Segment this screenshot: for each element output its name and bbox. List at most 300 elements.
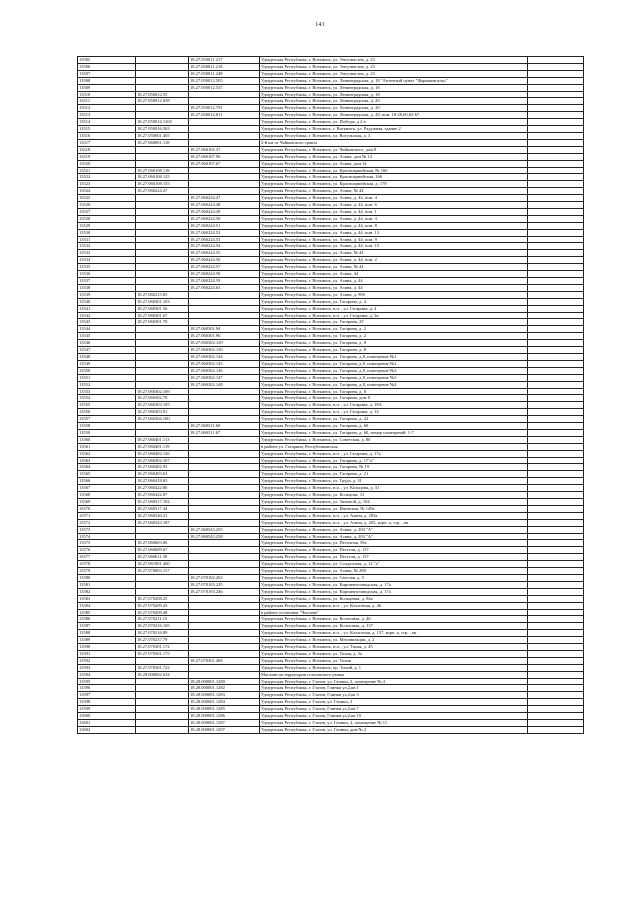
table-row bbox=[78, 284, 584, 291]
table-row bbox=[78, 215, 584, 222]
address-cell: в районе ул. Гагарина, Республиканская bbox=[260, 443, 528, 450]
table-row bbox=[78, 160, 584, 167]
object-code-cell bbox=[136, 153, 189, 160]
row-number-cell: 13596 bbox=[78, 685, 136, 692]
table-row bbox=[78, 278, 584, 285]
address-cell: Удмуртская Республика, г. Воткинск, ул. Азина, д. 44, пом. 15 bbox=[260, 243, 528, 250]
table-row bbox=[78, 112, 584, 119]
object-code-cell bbox=[136, 429, 189, 436]
subobject-code-cell bbox=[189, 519, 260, 526]
row-number-cell: 13519 bbox=[78, 153, 136, 160]
row-number-cell: 13522 bbox=[78, 174, 136, 181]
address-cell: Удмуртская Республика, г. Воткинск, ул. Азина, д. 203 "А" bbox=[260, 526, 528, 533]
address-cell: Удмуртская Республика, г. Глазов, Глинки ул,2,кв 3 bbox=[260, 692, 528, 699]
subobject-code-cell: 18.27.060224.59 bbox=[189, 278, 260, 285]
address-cell: Удмуртская Республика, г. Воткинск, г. Воткинск, ул. Радужная, здание 2 bbox=[260, 126, 528, 133]
table-row bbox=[78, 644, 584, 651]
object-code-cell: 18.27.060108.125 bbox=[136, 174, 189, 181]
subobject-code-cell: 18.27.050011.218 bbox=[189, 63, 260, 70]
table-row bbox=[78, 602, 584, 609]
row-number-cell: 13579 bbox=[78, 568, 136, 575]
note-cell bbox=[528, 298, 584, 305]
subobject-code-cell bbox=[189, 450, 260, 457]
subobject-code-cell bbox=[189, 174, 260, 181]
subobject-code-cell bbox=[189, 512, 260, 519]
row-number-cell: 13595 bbox=[78, 678, 136, 685]
row-number-cell: 13591 bbox=[78, 650, 136, 657]
object-code-cell: 18.27.070003.157 bbox=[136, 568, 189, 575]
note-cell bbox=[528, 395, 584, 402]
object-code-cell: 18.27.070237.79 bbox=[136, 637, 189, 644]
object-code-cell bbox=[136, 326, 189, 333]
address-cell: Удмуртская Республика, г. Воткинск, ул. Гагарина, № 19 bbox=[260, 464, 528, 471]
note-cell bbox=[528, 692, 584, 699]
row-number-cell: 13507 bbox=[78, 70, 136, 77]
note-cell bbox=[528, 347, 584, 354]
row-number-cell: 13561 bbox=[78, 443, 136, 450]
table-row bbox=[78, 423, 584, 430]
row-number-cell: 13526 bbox=[78, 202, 136, 209]
row-number-cell: 13542 bbox=[78, 312, 136, 319]
note-cell bbox=[528, 84, 584, 91]
object-code-cell: 18.27.060302.78 bbox=[136, 395, 189, 402]
object-code-cell bbox=[136, 588, 189, 595]
object-code-cell: 18.27.070301.722 bbox=[136, 664, 189, 671]
note-cell bbox=[528, 153, 584, 160]
object-code-cell: 18.27.060301.70 bbox=[136, 319, 189, 326]
object-code-cell bbox=[136, 353, 189, 360]
row-number-cell: 13564 bbox=[78, 464, 136, 471]
row-number-cell: 13512 bbox=[78, 105, 136, 112]
note-cell bbox=[528, 264, 584, 271]
address-cell: Удмуртская Республика, г. Воткинск, ул. Ленинградская, д. 20 bbox=[260, 105, 528, 112]
address-cell: 2-й км от Чайковского тракта bbox=[260, 139, 528, 146]
note-cell bbox=[528, 644, 584, 651]
table-row bbox=[78, 236, 584, 243]
table-row bbox=[78, 416, 584, 423]
table-row bbox=[78, 526, 584, 533]
object-code-cell bbox=[136, 347, 189, 354]
row-number-cell: 13547 bbox=[78, 347, 136, 354]
row-number-cell: 13529 bbox=[78, 222, 136, 229]
object-code-cell bbox=[136, 202, 189, 209]
table-row bbox=[78, 360, 584, 367]
object-code-cell bbox=[136, 222, 189, 229]
note-cell bbox=[528, 119, 584, 126]
object-code-cell bbox=[136, 70, 189, 77]
table-row bbox=[78, 581, 584, 588]
subobject-code-cell: 18.27.060224.54 bbox=[189, 243, 260, 250]
note-cell bbox=[528, 623, 584, 630]
subobject-code-cell bbox=[189, 561, 260, 568]
row-number-cell: 13558 bbox=[78, 423, 136, 430]
address-cell: Удмуртская Республика, г. Воткинск, ул. Азина, д. 90б bbox=[260, 291, 528, 298]
address-cell: Удмуртская Республика, г. Воткинск, ул. Азина, д. 203 "А" bbox=[260, 533, 528, 540]
address-cell: Удмуртская Республика, г. Воткинск, н.п. , ул. Гагарина, д. 4 bbox=[260, 305, 528, 312]
address-cell: Удмуртская Республика, г. Воткинск, ул. Азина, д. 44, пом. 3 bbox=[260, 215, 528, 222]
subobject-code-cell: 18.27.060301.94 bbox=[189, 326, 260, 333]
subobject-code-cell: 18.27.060224.47 bbox=[189, 195, 260, 202]
table-row bbox=[78, 243, 584, 250]
subobject-code-cell bbox=[189, 298, 260, 305]
note-cell bbox=[528, 222, 584, 229]
note-cell bbox=[528, 630, 584, 637]
row-number-cell: 13515 bbox=[78, 126, 136, 133]
table-row bbox=[78, 678, 584, 685]
subobject-code-cell bbox=[189, 485, 260, 492]
table-row bbox=[78, 257, 584, 264]
note-cell bbox=[528, 726, 584, 733]
row-number-cell: 13516 bbox=[78, 132, 136, 139]
row-number-cell: 13600 bbox=[78, 713, 136, 720]
object-code-cell bbox=[136, 333, 189, 340]
address-cell: Удмуртская Республика, г. Воткинск, ул. Азина, д. 44, пом. 13 bbox=[260, 229, 528, 236]
table-row bbox=[78, 298, 584, 305]
row-number-cell: 13539 bbox=[78, 291, 136, 298]
object-code-cell: 18.27.060304.100 bbox=[136, 416, 189, 423]
table-row bbox=[78, 706, 584, 713]
table-row bbox=[78, 464, 584, 471]
subobject-code-cell bbox=[189, 630, 260, 637]
row-number-cell: 13573 bbox=[78, 526, 136, 533]
row-number-cell: 13574 bbox=[78, 533, 136, 540]
note-cell bbox=[528, 139, 584, 146]
address-cell: Удмуртская Республика, г. Воткинск, ул. Тихая, д. 3а bbox=[260, 650, 528, 657]
address-cell: Удмуртская Республика, г. Воткинск, ул. Гагарина, д. 60 bbox=[260, 423, 528, 430]
note-cell bbox=[528, 664, 584, 671]
note-cell bbox=[528, 602, 584, 609]
note-cell bbox=[528, 105, 584, 112]
subobject-code-cell: 18.27.070103.245 bbox=[189, 581, 260, 588]
table-row bbox=[78, 395, 584, 402]
note-cell bbox=[528, 478, 584, 485]
address-cell: Удмуртская Республика, г. Воткинск, ул. Кольцевая, д. 84а bbox=[260, 595, 528, 602]
table-row bbox=[78, 519, 584, 526]
row-number-cell: 13513 bbox=[78, 112, 136, 119]
note-cell bbox=[528, 70, 584, 77]
row-number-cell: 13549 bbox=[78, 360, 136, 367]
row-number-cell: 13525 bbox=[78, 195, 136, 202]
row-number-cell: 13584 bbox=[78, 602, 136, 609]
address-cell: Удмуртская Республика, г. Глазов, Глинки ул,2,кв 7 bbox=[260, 706, 528, 713]
note-cell bbox=[528, 457, 584, 464]
note-cell bbox=[528, 367, 584, 374]
subobject-code-cell bbox=[189, 436, 260, 443]
row-number-cell: 13602 bbox=[78, 726, 136, 733]
row-number-cell: 13535 bbox=[78, 264, 136, 271]
subobject-code-cell: 18.27.050012.811 bbox=[189, 112, 260, 119]
subobject-code-cell bbox=[189, 602, 260, 609]
row-number-cell: 13586 bbox=[78, 616, 136, 623]
note-cell bbox=[528, 319, 584, 326]
object-code-cell: 18.27.060401.119 bbox=[136, 443, 189, 450]
table-row bbox=[78, 402, 584, 409]
table-row bbox=[78, 540, 584, 547]
table-row bbox=[78, 388, 584, 395]
address-cell: Удмуртская Республика, г. Воткинск, н.п. , ул. Гагарина, д. 14 bbox=[260, 409, 528, 416]
note-cell bbox=[528, 132, 584, 139]
row-number-cell: 13588 bbox=[78, 630, 136, 637]
subobject-code-cell bbox=[189, 167, 260, 174]
address-cell: Удмуртская Республика, г. Воткинск, ул. Энтузиастов, д. 23 bbox=[260, 70, 528, 77]
row-number-cell: 13538 bbox=[78, 284, 136, 291]
object-code-cell bbox=[136, 208, 189, 215]
subobject-code-cell bbox=[189, 609, 260, 616]
note-cell bbox=[528, 174, 584, 181]
subobject-code-cell bbox=[189, 637, 260, 644]
row-number-cell: 13593 bbox=[78, 664, 136, 671]
address-cell: Удмуртская Республика, г. Глазов, ул. Глинки, 2, помещение № 4 bbox=[260, 678, 528, 685]
object-code-cell bbox=[136, 257, 189, 264]
subobject-code-cell: 18.27.060224.50 bbox=[189, 215, 260, 222]
row-number-cell: 13572 bbox=[78, 519, 136, 526]
address-cell: Удмуртская Республика, г. Воткинск, ул. Азина, д. 44, пом. 2 bbox=[260, 257, 528, 264]
subobject-code-cell bbox=[189, 126, 260, 133]
object-code-cell: 18.27.050016.563 bbox=[136, 126, 189, 133]
subobject-code-cell bbox=[189, 650, 260, 657]
subobject-code-cell: 18.27.060302.148 bbox=[189, 381, 260, 388]
row-number-cell: 13544 bbox=[78, 326, 136, 333]
address-cell: Магазин на территории гглазовского рынка bbox=[260, 671, 528, 678]
table-row bbox=[78, 671, 584, 678]
object-code-cell bbox=[136, 340, 189, 347]
note-cell bbox=[528, 609, 584, 616]
address-cell: Удмуртская Республика, г. Глазов, ул. Глинки, дом № 2 bbox=[260, 726, 528, 733]
object-code-cell: 18.27.060422.86 bbox=[136, 485, 189, 492]
table-row bbox=[78, 609, 584, 616]
address-cell: Удмуртская Республика, г. Воткинск, ул. Ленинградская, д. 20 bbox=[260, 98, 528, 105]
note-cell bbox=[528, 63, 584, 70]
object-code-cell: 18.27.060301.56 bbox=[136, 305, 189, 312]
row-number-cell: 13518 bbox=[78, 146, 136, 153]
note-cell bbox=[528, 657, 584, 664]
address-cell: Удмуртская Республика, г. Воткинск, ул. Песочная, 59а bbox=[260, 540, 528, 547]
row-number-cell: 13517 bbox=[78, 139, 136, 146]
subobject-code-cell: 18.27.060301.96 bbox=[189, 333, 260, 340]
table-row bbox=[78, 347, 584, 354]
table-row bbox=[78, 119, 584, 126]
table-row bbox=[78, 84, 584, 91]
object-code-cell bbox=[136, 77, 189, 84]
note-cell bbox=[528, 340, 584, 347]
note-cell bbox=[528, 98, 584, 105]
row-number-cell: 13548 bbox=[78, 353, 136, 360]
table-row bbox=[78, 312, 584, 319]
address-cell: Удмуртская Республика, г. Воткинск, ул. Гагарина, д. 22 bbox=[260, 416, 528, 423]
row-number-cell: 13532 bbox=[78, 243, 136, 250]
table-row bbox=[78, 485, 584, 492]
row-number-cell: 13506 bbox=[78, 63, 136, 70]
subobject-code-cell bbox=[189, 664, 260, 671]
row-number-cell: 13597 bbox=[78, 692, 136, 699]
object-code-cell bbox=[136, 250, 189, 257]
subobject-code-cell: 18.27.070301.406 bbox=[189, 657, 260, 664]
table-row bbox=[78, 188, 584, 195]
table-row bbox=[78, 630, 584, 637]
row-number-cell: 13569 bbox=[78, 499, 136, 506]
row-number-cell: 13528 bbox=[78, 215, 136, 222]
subobject-code-cell: 18.27.050012.791 bbox=[189, 105, 260, 112]
table-row bbox=[78, 181, 584, 188]
object-code-cell bbox=[136, 215, 189, 222]
row-number-cell: 13565 bbox=[78, 471, 136, 478]
note-cell bbox=[528, 581, 584, 588]
note-cell bbox=[528, 388, 584, 395]
object-code-cell: 18.27.060108.155 bbox=[136, 181, 189, 188]
table-row bbox=[78, 367, 584, 374]
table-row bbox=[78, 381, 584, 388]
note-cell bbox=[528, 505, 584, 512]
table-row bbox=[78, 561, 584, 568]
table-row bbox=[78, 699, 584, 706]
subobject-code-cell: 18.27.060302.144 bbox=[189, 353, 260, 360]
subobject-code-cell bbox=[189, 568, 260, 575]
address-cell: Удмуртская Республика, г. Воткинск, ул. Гагарина, д. 21 bbox=[260, 471, 528, 478]
table-row bbox=[78, 595, 584, 602]
row-number-cell: 13601 bbox=[78, 720, 136, 727]
subobject-code-cell: 18.27.060224.48 bbox=[189, 202, 260, 209]
row-number-cell: 13567 bbox=[78, 485, 136, 492]
subobject-code-cell: 18.27.060224.63 bbox=[189, 284, 260, 291]
object-code-cell: 18.27.060224.27 bbox=[136, 188, 189, 195]
note-cell bbox=[528, 291, 584, 298]
subobject-code-cell bbox=[189, 291, 260, 298]
table-row bbox=[78, 499, 584, 506]
table-row bbox=[78, 139, 584, 146]
object-code-cell bbox=[136, 84, 189, 91]
subobject-code-cell bbox=[189, 547, 260, 554]
note-cell bbox=[528, 492, 584, 499]
table-row bbox=[78, 492, 584, 499]
subobject-code-cell bbox=[189, 671, 260, 678]
subobject-code-cell bbox=[189, 464, 260, 471]
subobject-code-cell bbox=[189, 457, 260, 464]
subobject-code-cell bbox=[189, 499, 260, 506]
address-cell: Удмуртская Республика, г. Воткинск, ул. Советская, д. 80 bbox=[260, 436, 528, 443]
table-row bbox=[78, 91, 584, 98]
table-row bbox=[78, 132, 584, 139]
object-code-cell: 18.27.060517.182 bbox=[136, 499, 189, 506]
row-number-cell: 13545 bbox=[78, 333, 136, 340]
address-cell: Удмуртская Республика, г. Воткинск, ул. Гагарина, д.8, помещение №1 bbox=[260, 353, 528, 360]
subobject-code-cell: 18.27.050012.505 bbox=[189, 77, 260, 84]
object-code-cell: 18.27.070301.175 bbox=[136, 650, 189, 657]
subobject-code-cell bbox=[189, 505, 260, 512]
row-number-cell: 13505 bbox=[78, 57, 136, 64]
subobject-code-cell: 18.27.060224.49 bbox=[189, 208, 260, 215]
table-row bbox=[78, 574, 584, 581]
note-cell bbox=[528, 381, 584, 388]
table-row bbox=[78, 229, 584, 236]
address-cell: Удмуртская Республика, г. Глазов, Глинки ул,2,кв 1 bbox=[260, 685, 528, 692]
subobject-code-cell bbox=[189, 312, 260, 319]
object-code-cell: 18.27.050014.1265 bbox=[136, 119, 189, 126]
note-cell bbox=[528, 284, 584, 291]
address-cell: в районе остановки "Чкалова" bbox=[260, 609, 528, 616]
page-number: 141 bbox=[315, 22, 325, 28]
object-code-cell bbox=[136, 713, 189, 720]
subobject-code-cell bbox=[189, 554, 260, 561]
object-code-cell bbox=[136, 57, 189, 64]
subobject-code-cell: 18.28.000001.1283 bbox=[189, 692, 260, 699]
address-cell: Удмуртская Республика, г. Воткинск, ул. Азина, 44 bbox=[260, 271, 528, 278]
address-cell: Удмуртская Республика, г. Воткинск, ул. Гагарина, д. 60, номер помещений: 1-7 bbox=[260, 429, 528, 436]
subobject-code-cell: 18.27.060302.129 bbox=[189, 340, 260, 347]
address-cell: Удмуртская Республика, г. Воткинск, ул. Труда, д. 31 bbox=[260, 478, 528, 485]
note-cell bbox=[528, 181, 584, 188]
address-cell: Удмуртская Республика, г. Глазов, ул. Глинки, 2 bbox=[260, 699, 528, 706]
row-number-cell: 13566 bbox=[78, 478, 136, 485]
object-code-cell: 18.27.060402.167 bbox=[136, 457, 189, 464]
table-row bbox=[78, 720, 584, 727]
object-code-cell: 18.27.070209.43 bbox=[136, 602, 189, 609]
table-row bbox=[78, 222, 584, 229]
subobject-code-cell bbox=[189, 492, 260, 499]
subobject-code-cell: 18.27.050012.537 bbox=[189, 84, 260, 91]
object-code-cell bbox=[136, 574, 189, 581]
note-cell bbox=[528, 243, 584, 250]
subobject-code-cell bbox=[189, 471, 260, 478]
address-cell: Удмуртская Республика, г. Воткинск, н.п. , ул. Тихая, д. 45 bbox=[260, 644, 528, 651]
object-code-cell bbox=[136, 229, 189, 236]
object-code-cell bbox=[136, 526, 189, 533]
address-cell: Удмуртская Республика, г. Воткинск, ул. Зимовой, д. 104 bbox=[260, 499, 528, 506]
note-cell bbox=[528, 250, 584, 257]
object-code-cell: 18.27.060302.169 bbox=[136, 388, 189, 395]
row-number-cell: 13563 bbox=[78, 457, 136, 464]
table-row bbox=[78, 146, 584, 153]
note-cell bbox=[528, 464, 584, 471]
table-row bbox=[78, 450, 584, 457]
address-cell: Удмуртская Республика, г. Воткинск, ул. Азина, д. 44 bbox=[260, 284, 528, 291]
subobject-code-cell: 18.27.060311.60 bbox=[189, 423, 260, 430]
table-row bbox=[78, 505, 584, 512]
table-row bbox=[78, 726, 584, 733]
note-cell bbox=[528, 554, 584, 561]
subobject-code-cell bbox=[189, 540, 260, 547]
address-cell: Удмуртская Республика, г. Воткинск, ул. Красноармейская, № 166 bbox=[260, 167, 528, 174]
address-cell: Удмуртская Республика, г. Воткинск, ул. Гагарина, д. 8 bbox=[260, 388, 528, 395]
row-number-cell: 13551 bbox=[78, 374, 136, 381]
object-code-cell bbox=[136, 581, 189, 588]
object-code-cell: 18.27.060540.21 bbox=[136, 512, 189, 519]
subobject-code-cell: 18.27.060107.67 bbox=[189, 160, 260, 167]
registry-table bbox=[77, 56, 584, 734]
object-code-cell: 18.27.060402.126 bbox=[136, 450, 189, 457]
address-cell: Удмуртская Республика, г. Воткинск, ул. Колхозная, д. 46 bbox=[260, 616, 528, 623]
subobject-code-cell: 18.27.050011.248 bbox=[189, 70, 260, 77]
subobject-code-cell: 18.27.060302.147 bbox=[189, 374, 260, 381]
address-cell: Удмуртская Республика, г. Воткинск, ул. Гагарина, д. 8 bbox=[260, 347, 528, 354]
object-code-cell bbox=[136, 264, 189, 271]
object-code-cell: 18.27.070301.172 bbox=[136, 644, 189, 651]
row-number-cell: 13585 bbox=[78, 609, 136, 616]
object-code-cell: 18.27.070209.48 bbox=[136, 609, 189, 616]
row-number-cell: 13546 bbox=[78, 340, 136, 347]
row-number-cell: 13589 bbox=[78, 637, 136, 644]
object-code-cell: 18.27.060543.187 bbox=[136, 519, 189, 526]
table-row bbox=[78, 685, 584, 692]
row-number-cell: 13524 bbox=[78, 188, 136, 195]
object-code-cell bbox=[136, 146, 189, 153]
note-cell bbox=[528, 229, 584, 236]
address-cell: Удмуртская Республика, г. Воткинск, ул. Солдатская, д. 12 "а" bbox=[260, 561, 528, 568]
address-cell: Удмуртская Республика, г. Воткинск, ул. Азина, дом 14 bbox=[260, 160, 528, 167]
table-row bbox=[78, 208, 584, 215]
address-cell: Удмуртская Республика, г. Воткинск, ул. Пестеля, д. 137 bbox=[260, 547, 528, 554]
subobject-code-cell bbox=[189, 139, 260, 146]
table-row bbox=[78, 568, 584, 575]
